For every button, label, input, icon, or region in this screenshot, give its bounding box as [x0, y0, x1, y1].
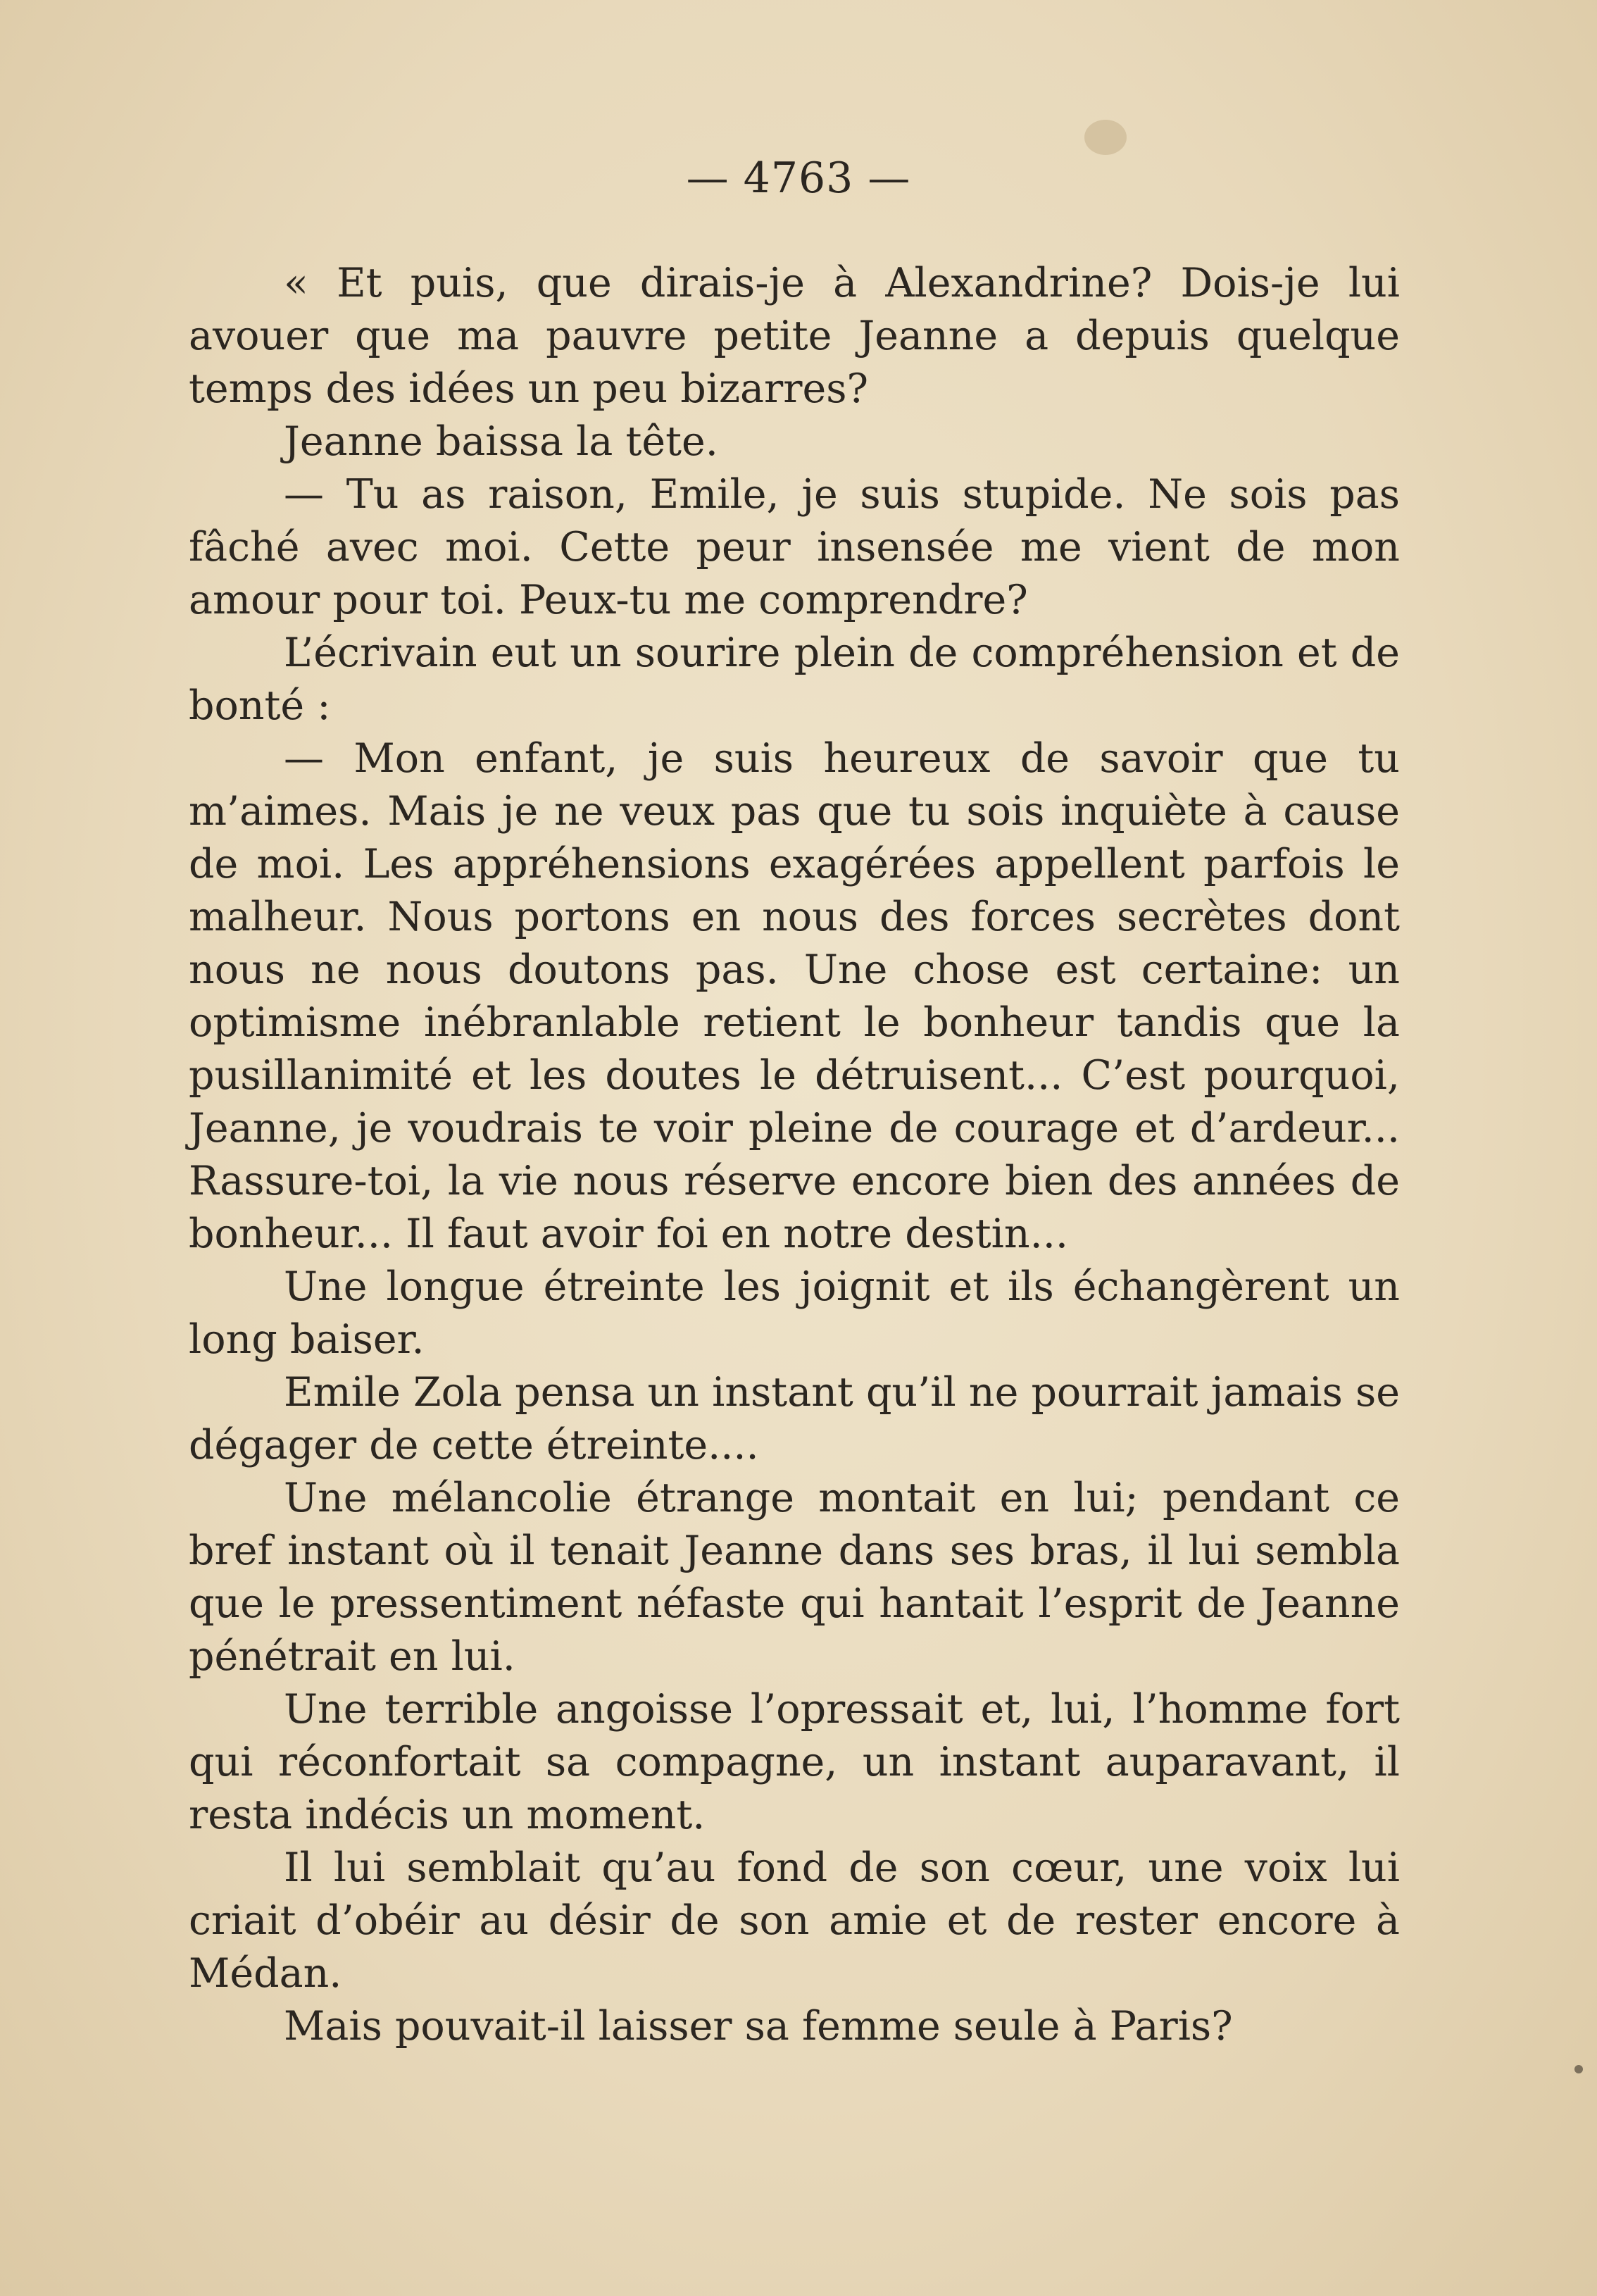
paragraph: L’écrivain eut un sourire plein de compréhension et de bonté : — [189, 630, 1400, 729]
paragraph: Une terrible angoisse l’opressait et, lui, l’homme fort qui réconfortait sa compagne, un instant auparavant, il resta indécis un moment. — [189, 1686, 1400, 1838]
paragraph: Mais pouvait-il laisser sa femme seule à Paris? — [284, 2003, 1233, 2049]
paragraph: — Mon enfant, je suis heureux de savoir que tu m’aimes. Mais je ne veux pas que tu sois inquiète à cause de moi. Les appréhensions exagérées appellent parfois le malheur. Nous portons en nous des forces secrètes dont nous ne nous doutons pas. Une chose est certaine: un optimisme inébranlable retient le bonheur tandis que la pusillanimité et les doutes le détruisent... C’est pourquoi, Jeanne, je voudrais te voir pleine de courage et d’ardeur... Rassure-toi, la vie nous réserve encore bien des années de bonheur... Il faut avoir foi en notre destin... — [189, 735, 1400, 1257]
paragraph: Il lui semblait qu’au fond de son cœur, une voix lui criait d’obéir au désir de son amie et de rester encore à Médan. — [189, 1845, 1400, 1997]
paragraph: — Tu as raison, Emile, je suis stupide. Ne sois pas fâché avec moi. Cette peur insensée me vient de mon amour pour toi. Peux-tu me comprendre? — [189, 471, 1400, 623]
paper-speck — [1084, 120, 1127, 155]
page-number: — 4763 — — [686, 154, 911, 203]
paragraph: Emile Zola pensa un instant qu’il ne pourrait jamais se dégager de cette étreinte.... — [189, 1369, 1400, 1468]
body-text — [189, 257, 1400, 2053]
paper-speck — [1574, 2065, 1583, 2073]
paragraph: Une mélancolie étrange montait en lui; pendant ce bref instant où il tenait Jeanne dans ses bras, il lui sembla que le pressentiment néfaste qui hantait l’esprit de Jeanne pénétrait en lui. — [189, 1475, 1400, 1680]
paragraph: Une longue étreinte les joignit et ils échangèrent un long baiser. — [189, 1264, 1400, 1363]
paragraph: « Et puis, que dirais-je à Alexandrine? Dois-je lui avouer que ma pauvre petite Jeanne a depuis quelque temps des idées un peu bizarres? — [189, 260, 1400, 412]
paragraph: Jeanne baissa la tête. — [284, 418, 718, 465]
